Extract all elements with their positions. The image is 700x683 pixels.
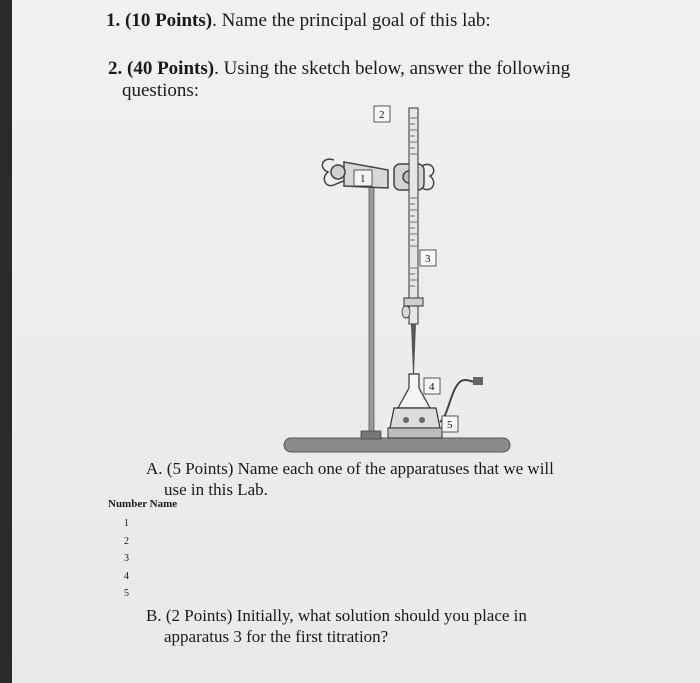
- worksheet-page: [12, 0, 700, 683]
- question-1-number: 1.: [106, 10, 121, 31]
- row-number-2: 2: [124, 535, 129, 547]
- titration-apparatus-sketch: [282, 98, 512, 460]
- power-plug: [473, 377, 483, 385]
- answer-table-numbers: [124, 515, 129, 603]
- burette-stopcock: [404, 298, 423, 306]
- magnetic-stirrer: [390, 408, 440, 428]
- stand-base: [284, 438, 510, 452]
- label-3: 3: [425, 253, 431, 265]
- part-b-line1: B. (2 Points) Initially, what solution should you place in: [146, 606, 527, 625]
- answer-table-header: Number Name: [108, 498, 178, 510]
- burette-tip: [411, 324, 416, 374]
- question-1-points: (10 Points): [125, 10, 213, 31]
- question-2-text: . Using the sketch below, answer the following: [214, 58, 571, 79]
- label-5: 5: [447, 419, 453, 431]
- question-2-continuation: questions:: [122, 80, 200, 101]
- rod-foot: [361, 431, 381, 439]
- part-a-line1: A. (5 Points) Name each one of the apparatuses that we will: [146, 459, 554, 478]
- stand-rod: [369, 176, 374, 438]
- part-a-line2: use in this Lab.: [164, 480, 268, 499]
- row-number-5: 5: [124, 588, 129, 599]
- stirrer-plate: [388, 428, 442, 438]
- stirrer-knob-left: [403, 417, 409, 423]
- question-2-points: (40 Points): [127, 58, 215, 79]
- label-2: 2: [379, 109, 385, 121]
- stirrer-knob-right: [419, 417, 425, 423]
- part-b-line2: apparatus 3 for the first titration?: [164, 627, 389, 646]
- stopcock-handle: [402, 306, 410, 318]
- question-1-text: . Name the principal goal of this lab:: [212, 10, 491, 31]
- part-b: [146, 605, 616, 647]
- row-number-1: 1: [124, 518, 129, 529]
- row-number-4: 4: [124, 570, 129, 582]
- question-1: [106, 10, 491, 32]
- row-number-3: 3: [124, 553, 129, 564]
- question-2: [108, 58, 628, 102]
- label-1: 1: [360, 173, 366, 185]
- part-a: [146, 458, 616, 500]
- question-2-number: 2.: [108, 58, 123, 79]
- label-4: 4: [429, 381, 435, 393]
